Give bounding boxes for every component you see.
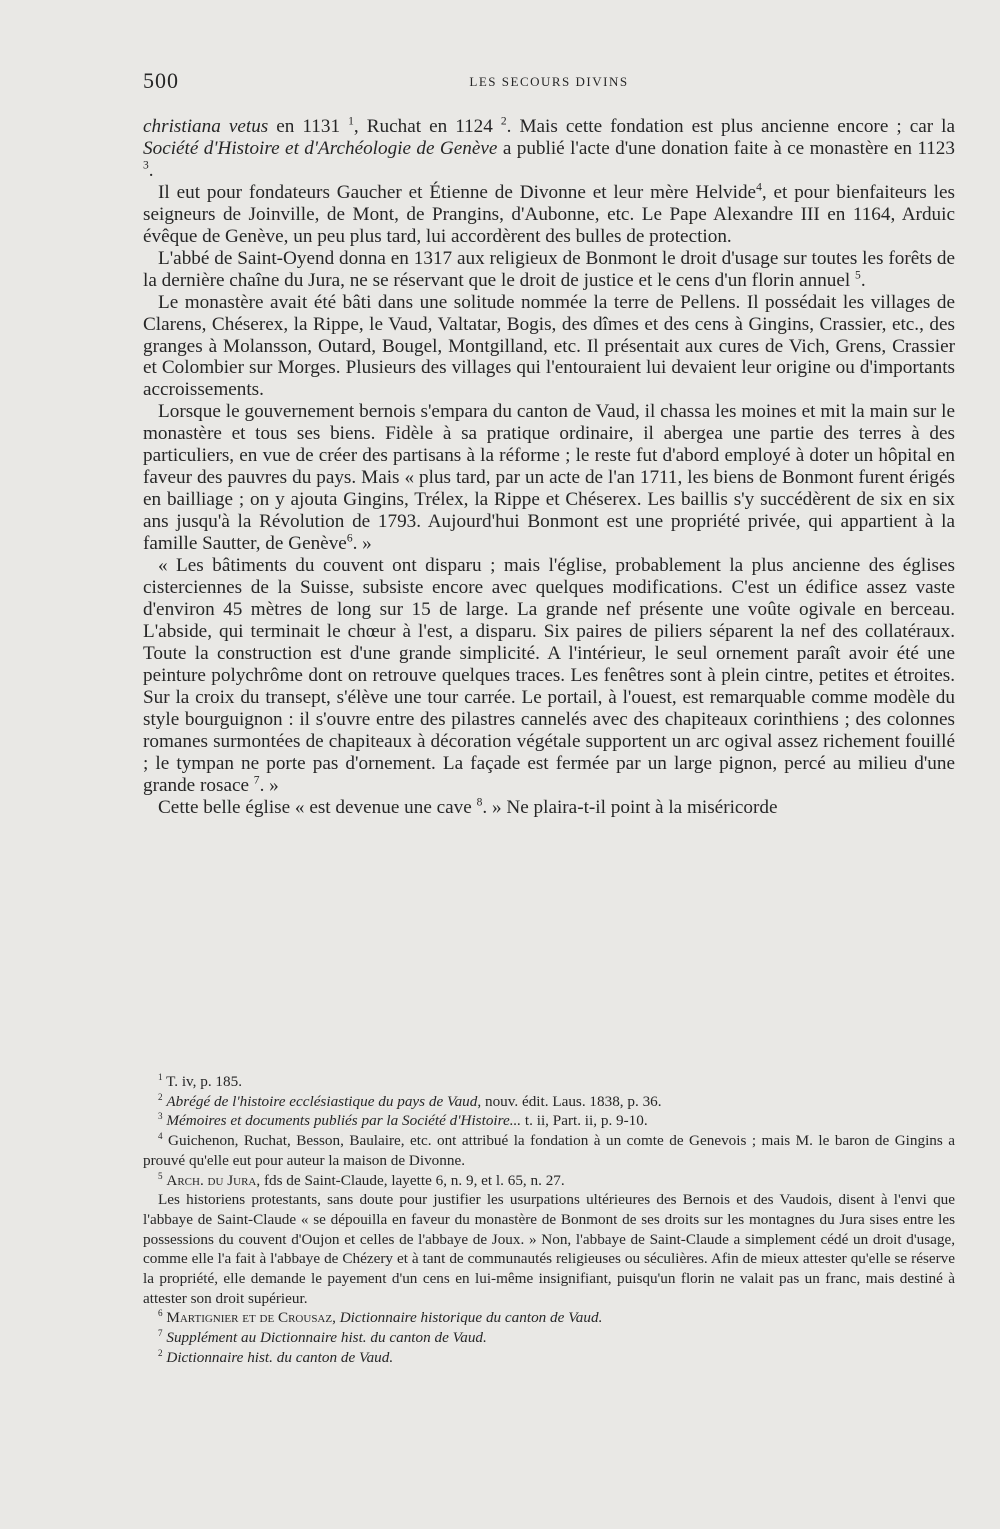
footnote-marker: 4 [756, 181, 762, 194]
text-run: Cette belle église « est devenue une cave [158, 796, 477, 818]
text-run: a publié l'acte d'une donation faite à ce monastère en 1123 [497, 137, 955, 159]
text-run: « Les bâtiments du couvent ont disparu ; mais l'église, probablement la plus ancienne des églises cisterciennes de la Suisse, subsiste encore avec quelques modifications. C'est un édifice assez vaste d'environ 45 mètres de long sur 15 de large. La grande nef présente une voûte ogivale en berceau. L'abside, qui terminait le chœur à l'est, a disparu. Six paires de piliers séparent la nef des collatéraux. Toute la construction est d'une grande simplicité. A l'intérieur, le seul ornement paraît avoir été une peinture polychrôme dont on retrouve quelques traces. Les fenêtres sont à plein cintre, petites et étroites. Sur la croix du transept, s'élève une tour carrée. Le portail, à l'ouest, est remarquable comme modèle du style bourguignon : il s'ouvre entre des pilastres cannelés avec des chapiteaux corinthiens ; des colonnes romanes surmontées de chapiteaux à décoration végétale supportent un arc ogival assez richement fouillé ; le tympan ne porte pas d'ornement. La façade est fermée par un large pignon, percé au milieu d'une grande rosace [143, 555, 955, 796]
text-run: . » Ne plaira-t-il point à la miséricorde [482, 796, 778, 818]
footnote-marker: 3 [158, 1111, 163, 1122]
footnote [143, 1111, 955, 1131]
italic-run: christiana vetus [143, 116, 269, 137]
paragraph [143, 555, 955, 796]
footnote [143, 1348, 955, 1368]
text-run: , et pour bienfaiteurs les seigneurs de Joinville, de Mont, de Prangins, d'Aubonne, etc. Le Pape Alexandre III en 1164, Arduic évêque de Genève, un peu plus tard, lui accordèrent des bulles de protection. [143, 181, 955, 247]
text-run: Lorsque le gouvernement bernois s'empara du canton de Vaud, il chassa les moines et mit la main sur le monastère et tous ses biens. Fidèle à sa pratique ordinaire, il abergea une partie des terres à des particuliers, en vue de créer des partisans à la réforme ; le reste fut d'abord employé à doter un hôpital en faveur des pauvres du pays. Mais « plus tard, par un acte de l'an 1711, les biens de Bonmont furent érigés en bailliage ; on y ajouta Gingins, Trélex, la Rippe et Chéserex. Les baillis s'y succédèrent de six en six ans jusqu'à la Révolution de 1793. Aujourd'hui Bonmont est une propriété privée, qui appartient à la famille Sautter, de Genève [143, 401, 955, 555]
footnote-marker: 1 [348, 115, 354, 128]
italic-run: Abrégé de l'histoire ecclésiastique du pays de Vaud [166, 1092, 478, 1110]
footnote [143, 1308, 955, 1328]
footnotes [143, 1072, 955, 1368]
footnote [143, 1328, 955, 1348]
text-run: Les historiens protestants, sans doute pour justifier les usurpations ultérieures des Bernois et des Vaudois, disent à l'envi que l'abbaye de Saint-Claude « se dépouilla en faveur du monastère de Bonmont de ses droits sur les montagnes du Jura sises entre les possessions du couvent d'Oujon et celles de l'abbaye de Joux. » Non, l'abbaye de Saint-Claude a simplement cédé un droit d'usage, comme elle l'a fait à l'abbaye de Chézery et à tant de communautés religieuses ou séculières. Afin de mieux attester qu'elle se réserve la propriété, elle demande le payement d'un cens en lui-même insignifiant, puisqu'un florin ne valait pas un franc, mais destiné à attester son droit supérieur. [143, 1191, 955, 1307]
text-run: T. iv, p. 185. [162, 1073, 243, 1090]
footnote-marker: 6 [158, 1308, 163, 1319]
text-run: . [148, 159, 154, 181]
running-title: LES SECOURS DIVINS [469, 74, 629, 89]
italic-run: Société d'Histoire et d'Archéologie de Genève [143, 137, 498, 159]
paragraph [143, 182, 955, 248]
footnote-marker: 7 [253, 774, 260, 787]
footnote [143, 1092, 955, 1112]
footnote-marker: 5 [158, 1170, 163, 1181]
text-run: . Mais cette fondation est plus ancienne encore ; car la [506, 116, 955, 137]
text-run: . [860, 269, 866, 291]
italic-run: Supplément au Dictionnaire hist. du canton de Vaud. [166, 1329, 487, 1347]
text-run: , Ruchat en 1124 [353, 116, 501, 137]
italic-run: Mémoires et documents publiés par la Société d'Histoire... [166, 1112, 522, 1130]
footnote [143, 1072, 955, 1092]
text-run: Le monastère avait été bâti dans une solitude nommée la terre de Pellens. Il possédait les villages de Clarens, Chéserex, la Rippe, le Vaud, Valtatar, Bogis, des dîmes et des cens à Gingins, Crassier, etc., des granges à Molansson, Outard, Bougel, Montgilland, etc. Il présentait aux cures de Vich, Grens, Crassier et Colombier sur Morges. Plusieurs des villages qui l'entouraient lui devaient leur origine ou d'importants accroissements. [143, 291, 955, 401]
paragraph [143, 401, 955, 555]
footnote-marker: 2 [158, 1347, 163, 1358]
text-run: Il eut pour fondateurs Gaucher et Étienne de Divonne et leur mère Helvide [158, 181, 757, 203]
text-run: . » [259, 774, 279, 796]
small-caps-run: Martignier et de Crousaz [166, 1309, 333, 1327]
text-run: , nouv. édit. Laus. 1838, p. 36. [477, 1092, 662, 1110]
footnote [143, 1131, 955, 1170]
text-run: , [332, 1309, 340, 1327]
italic-run: Dictionnaire historique du canton de Vaud. [339, 1309, 603, 1327]
page-number: 500 [143, 68, 179, 93]
footnote-continuation [143, 1190, 955, 1308]
footnote-marker: 6 [346, 532, 353, 545]
footnote-marker: 2 [500, 115, 507, 128]
text-run: t. ii, Part. ii, p. 9-10. [521, 1112, 648, 1130]
footnote-marker: 4 [158, 1131, 163, 1142]
paragraph [143, 797, 955, 819]
footnote-marker: 1 [158, 1071, 163, 1082]
text-run: en 1131 [268, 116, 349, 137]
text-run: , fds de Saint-Claude, layette 6, n. 9, et l. 65, n. 27. [256, 1171, 565, 1189]
text-run: Guichenon, Ruchat, Besson, Baulaire, etc. ont attribué la fondation à un comte de Genevois ; mais M. le baron de Gingins a prouvé qu'elle eut pour auteur la maison de Divonne. [143, 1132, 955, 1169]
paragraph [143, 292, 955, 402]
footnote [143, 1171, 955, 1191]
main-text [143, 116, 955, 819]
small-caps-run: Arch. du Jura [166, 1171, 257, 1189]
footnote-marker: 7 [158, 1328, 163, 1339]
italic-run: Dictionnaire hist. du canton de Vaud. [166, 1348, 394, 1366]
footnote-marker: 8 [476, 796, 483, 809]
text-run: . » [352, 533, 372, 555]
footnote-marker: 2 [158, 1091, 163, 1102]
paragraph [143, 116, 955, 182]
page-header [143, 68, 955, 98]
footnote-marker: 3 [143, 159, 149, 172]
text-run: L'abbé de Saint-Oyend donna en 1317 aux religieux de Bonmont le droit d'usage sur toutes les forêts de la dernière chaîne du Jura, ne se réservant que le droit de justice et le cens d'un florin annuel [143, 247, 955, 291]
footnote-marker: 5 [855, 269, 861, 282]
paragraph [143, 248, 955, 292]
